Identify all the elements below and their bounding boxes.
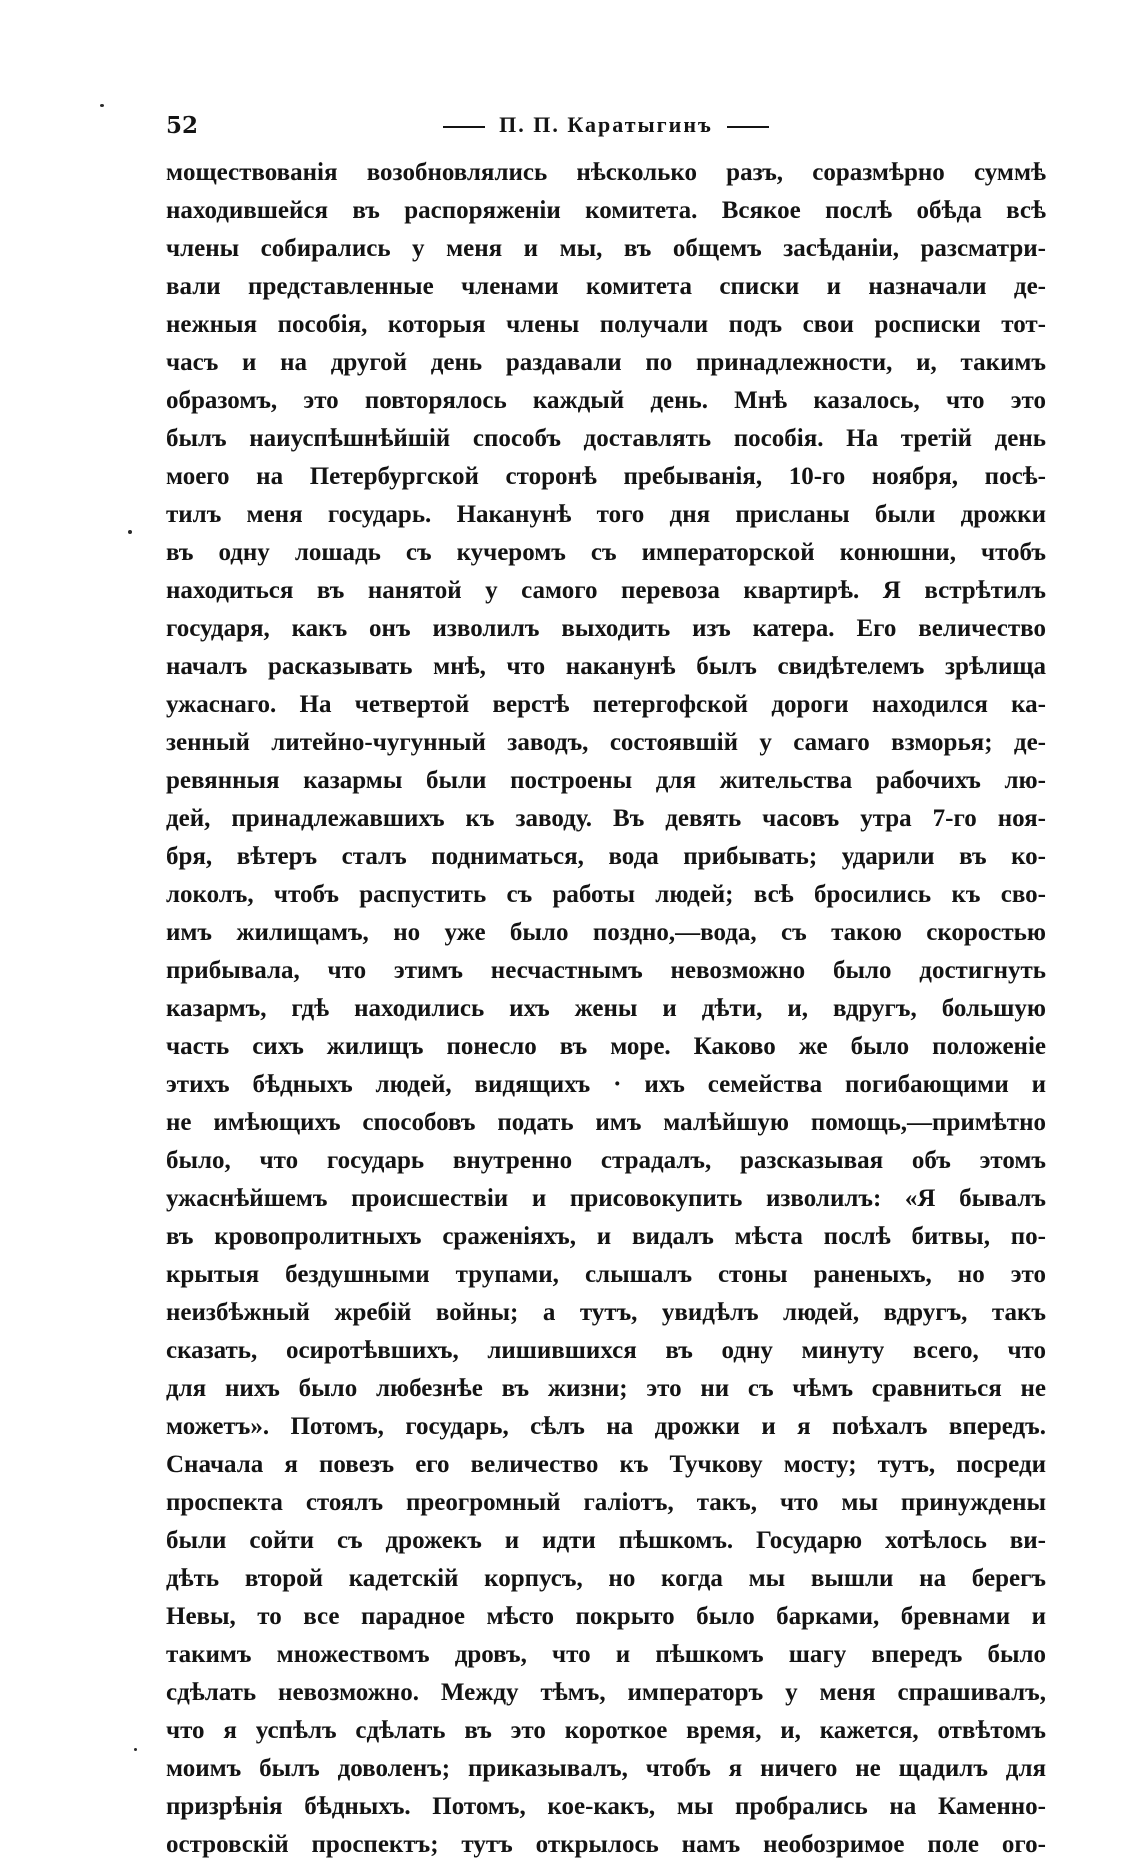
header-dash-left <box>443 126 485 128</box>
text-line: этихъ бѣдныхъ людей, видящихъ · ихъ семейства погибающими и <box>166 1071 1046 1098</box>
text-line: можетъ». Потомъ, государь, сѣлъ на дрожки и я поѣхалъ впередъ. <box>166 1413 1046 1440</box>
text-line: Сначала я повезъ его величество къ Тучкову мосту; тутъ, посреди <box>166 1451 1046 1478</box>
text-line: моимъ былъ доволенъ; приказывалъ, чтобъ я ничего не щадилъ для <box>166 1755 1046 1782</box>
text-line: находиться въ нанятой у самого перевоза квартирѣ. Я встрѣтилъ <box>166 577 1046 604</box>
text-line: для нихъ было любезнѣе въ жизни; это ни съ чѣмъ сравниться не <box>166 1375 1046 1402</box>
body-text <box>166 154 1046 1864</box>
header-dash-right <box>727 126 769 128</box>
page-header <box>166 108 1046 148</box>
text-line: прибывала, что этимъ несчастнымъ невозможно было достигнуть <box>166 957 1046 984</box>
text-line: островскій проспектъ; тутъ открылось намъ необозримое поле ого- <box>166 1831 1046 1858</box>
text-line: часть сихъ жилищъ понесло въ море. Каково же было положеніе <box>166 1033 1046 1060</box>
text-line: казармъ, гдѣ находились ихъ жены и дѣти, и, вдругъ, большую <box>166 995 1046 1022</box>
text-line: крытыя бездушными трупами, слышалъ стоны раненыхъ, но это <box>166 1261 1046 1288</box>
text-line: члены собирались у меня и мы, въ общемъ засѣданіи, разсматри- <box>166 235 1046 262</box>
text-line: неизбѣжный жребій войны; а тутъ, увидѣлъ людей, вдругъ, такъ <box>166 1299 1046 1326</box>
text-line: сказать, осиротѣвшихъ, лишившихся въ одну минуту всего, что <box>166 1337 1046 1364</box>
text-line: не имѣющихъ способовъ подать имъ малѣйшую помощь,—примѣтно <box>166 1109 1046 1136</box>
text-line: были сойти съ дрожекъ и идти пѣшкомъ. Государю хотѣлось ви- <box>166 1527 1046 1554</box>
text-line: что я успѣлъ сдѣлать въ это короткое время, и, кажется, отвѣтомъ <box>166 1717 1046 1744</box>
text-line: государя, какъ онъ изволилъ выходить изъ катера. Его величество <box>166 615 1046 642</box>
text-line: мoществованія возобновлялись нѣсколько разъ, соразмѣрно суммѣ <box>166 159 1046 186</box>
text-line: локолъ, чтобъ распустить съ работы людей; всѣ бросились къ сво- <box>166 881 1046 908</box>
text-line: часъ и на другой день раздавали по принадлежности, и, такимъ <box>166 349 1046 376</box>
running-title: П. П. Каратыгинъ <box>499 112 713 137</box>
text-line: нежныя пособія, которыя члены получали подъ свои росписки тот- <box>166 311 1046 338</box>
text-line: Невы, то все парадное мѣсто покрыто было барками, бревнами и <box>166 1603 1046 1630</box>
text-line: бря, вѣтеръ сталъ подниматься, вода прибывать; ударили въ ко- <box>166 843 1046 870</box>
text-line: имъ жилищамъ, но уже было поздно,—вода, съ такою скоростью <box>166 919 1046 946</box>
text-line: дей, принадлежавшихъ къ заводу. Въ девять часовъ утра 7-го ноя- <box>166 805 1046 832</box>
scan-speck <box>128 530 132 534</box>
scan-speck <box>100 104 104 107</box>
text-line: сдѣлать невозможно. Между тѣмъ, императоръ у меня спрашивалъ, <box>166 1679 1046 1706</box>
text-line: тилъ меня государь. Наканунѣ того дня присланы были дрожки <box>166 501 1046 528</box>
text-line: ужаснѣйшемъ происшествіи и присовокупить изволилъ: «Я бывалъ <box>166 1185 1046 1212</box>
text-line: въ одну лошадь съ кучеромъ съ императорской конюшни, чтобъ <box>166 539 1046 566</box>
text-line: было, что государь внутренно страдалъ, разсказывая объ этомъ <box>166 1147 1046 1174</box>
text-line: моего на Петербургской сторонѣ пребыванія, 10-го ноября, посѣ- <box>166 463 1046 490</box>
text-line: образомъ, это повторялось каждый день. Мнѣ казалось, что это <box>166 387 1046 414</box>
text-line: началъ расказывать мнѣ, что наканунѣ былъ свидѣтелемъ зрѣлища <box>166 653 1046 680</box>
text-line: такимъ множествомъ дровъ, что и пѣшкомъ шагу впередъ было <box>166 1641 1046 1668</box>
text-line: ревянныя казармы были построены для жительства рабочихъ лю- <box>166 767 1046 794</box>
scan-speck <box>134 1748 137 1751</box>
text-line: былъ наиуспѣшнѣйшій способъ доставлять пособія. На третій день <box>166 425 1046 452</box>
running-head <box>166 112 1046 138</box>
text-line: въ кровопролитныхъ сраженіяхъ, и видалъ мѣста послѣ битвы, по- <box>166 1223 1046 1250</box>
text-line: призрѣнія бѣдныхъ. Потомъ, кое-какъ, мы пробрались на Каменно- <box>166 1793 1046 1820</box>
page-number: 52 <box>166 112 199 139</box>
text-line: ужаснаго. На четвертой верстѣ петергофской дороги находился ка- <box>166 691 1046 718</box>
text-line: проспекта стоялъ преогромный галіотъ, такъ, что мы принуждены <box>166 1489 1046 1516</box>
text-line: зенный литейно-чугунный заводъ, состоявшій у самаго взморья; де- <box>166 729 1046 756</box>
text-line: дѣть второй кадетскій корпусъ, но когда мы вышли на берегъ <box>166 1565 1046 1592</box>
text-line: вали представленные членами комитета списки и назначали де- <box>166 273 1046 300</box>
text-line: находившейся въ распоряженіи комитета. Всякое послѣ обѣда всѣ <box>166 197 1046 224</box>
